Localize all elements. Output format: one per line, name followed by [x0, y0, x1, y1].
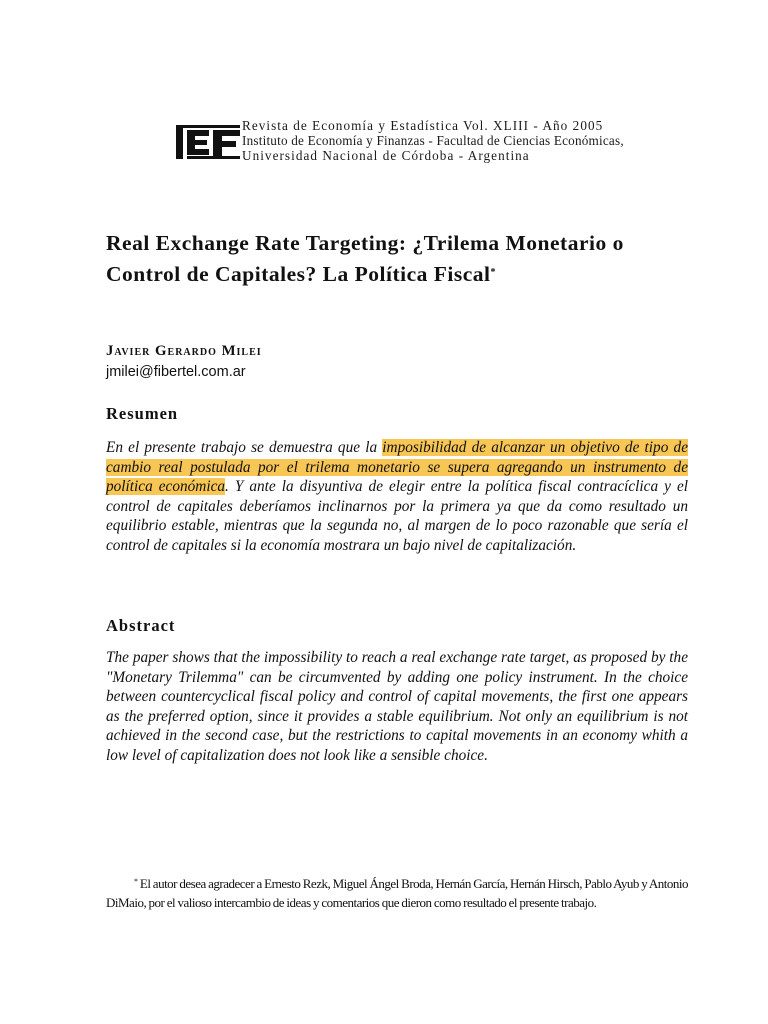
- abstract-heading: Abstract: [106, 616, 176, 635]
- journal-info: [242, 118, 702, 163]
- author-email[interactable]: jmilei@fibertel.com.ar: [106, 364, 246, 380]
- highlighted-passage[interactable]: imposibilidad de alcanzar un objetivo de tipo de cambio real postulada por el trilema monetario se supera agregando un instrumento de política económica: [106, 439, 688, 495]
- resumen-body: [106, 438, 688, 555]
- university-line: Universidad Nacional de Córdoba - Argentina: [242, 148, 530, 163]
- paper-title-text: Real Exchange Rate Targeting: ¿Trilema Monetario o Control de Capitales? La Política Fiscal: [106, 231, 624, 286]
- author-name: Javier Gerardo Milei: [106, 343, 262, 359]
- resumen-text-start: En el presente trabajo se demuestra que la: [106, 439, 383, 456]
- paper-title: [106, 228, 666, 290]
- institute-line: Instituto de Economía y Finanzas - Facultad de Ciencias Económicas,: [242, 133, 624, 148]
- journal-header: [176, 118, 696, 164]
- journal-name: Revista de Economía y Estadística Vol. XLIII - Año 2005: [242, 118, 604, 133]
- footnote-text: El autor desea agradecer a Ernesto Rezk, Miguel Ángel Broda, Hernán García, Hernán Hirsch, Pablo Ayub y Antonio DiMaio, por el valioso intercambio de ideas y comentarios que dieron como resultado el presente trabajo.: [106, 876, 688, 910]
- title-footnote-mark[interactable]: *: [490, 267, 496, 278]
- footnote: [106, 874, 688, 912]
- resumen-heading: Resumen: [106, 404, 179, 423]
- abstract-body: The paper shows that the impossibility to reach a real exchange rate target, as proposed by the "Monetary Trilemma" can be circumvented by adding one policy instrument. In the choice between countercyclical fiscal policy and control of capital movements, the first one appears as the preferred option, since it provides a stable equilibrium. Not only an equilibrium is not achieved in the second case, but the restrictions to capital movements in an economy whith a low level of capitalization does not look like a sensible choice.: [106, 649, 688, 764]
- ief-logo: [176, 125, 240, 159]
- footnote-mark: *: [134, 877, 138, 886]
- resumen-text-end: . Y ante la disyuntiva de elegir entre la política fiscal contracíclica y el control de capitales deberíamos inclinarnos por la primera ya que da como resultado un equilibrio estable, mientras que la segunda no, al margen de lo poco razonable que sería el control de capitales si la economía mostrara un bajo nivel de capitalización.: [106, 478, 688, 554]
